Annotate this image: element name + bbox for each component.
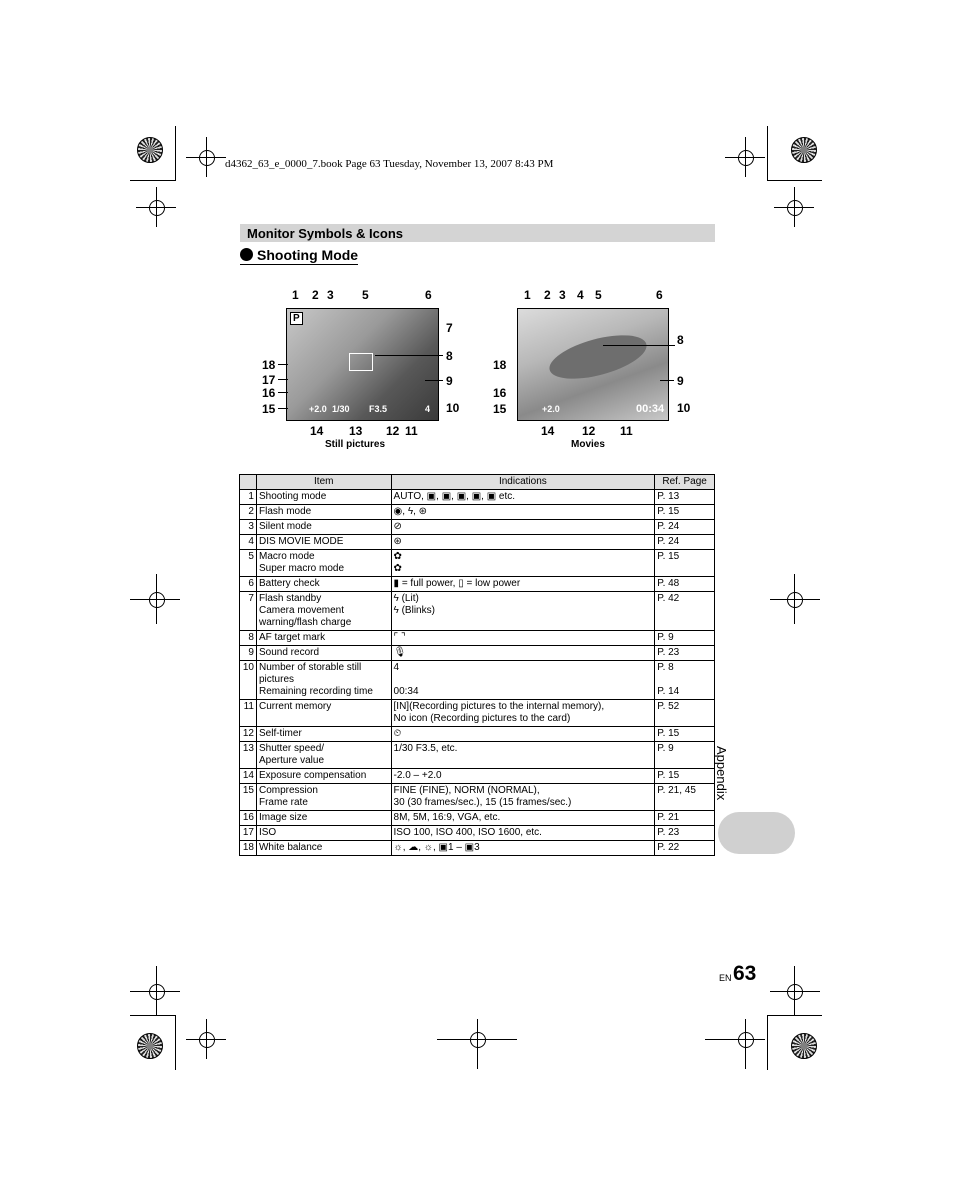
bullet-icon [240,248,253,261]
table-cell-ref: P. 15 [655,505,715,520]
crosshair-icon [199,1032,215,1048]
registration-wheel-icon [137,137,163,163]
table-cell-ref: P. 9 [655,742,715,769]
callout-number: 11 [620,424,633,438]
table-header-cell: Ref. Page [655,475,715,490]
table-cell-ref: P. 42 [655,592,715,631]
crosshair-line [745,137,746,177]
callout-number: 10 [446,401,460,415]
crop-mark [175,1015,176,1070]
crosshair-line [794,966,795,1016]
table-cell-ref: P. 23 [655,646,715,661]
leader-line [425,380,443,381]
table-cell-item: Current memory [256,700,391,727]
table-cell-n: 8 [240,631,257,646]
crosshair-line [794,187,795,227]
table-row [240,742,715,769]
table-row [240,535,715,550]
table-cell-ref: P. 23 [655,826,715,841]
remaining-time: 00:34 [636,403,665,415]
table-row [240,631,715,646]
crop-mark [130,1015,176,1016]
table-cell-ref: P. 52 [655,700,715,727]
callout-number: 11 [405,424,418,438]
table-cell-ind: ⊛ [391,535,655,550]
table-header-cell: Item [256,475,391,490]
callout-number: 14 [310,424,324,438]
crosshair-line [206,137,207,177]
callout-number: 3 [327,288,334,302]
table-row [240,505,715,520]
table-cell-ind: ▮ = full power, ▯ = low power [391,577,655,592]
table-cell-ref: P. 9 [655,631,715,646]
table-cell-item: Number of storable still pictures Remaining recording time [256,661,391,700]
ev-value: +2.0 [309,404,327,414]
table-cell-ind: ⌜ ⌝ [391,631,655,646]
subsection-title-text: Shooting Mode [257,247,359,263]
crosshair-icon [149,984,165,1000]
appendix-tab [718,812,795,854]
table-cell-item: Macro mode Super macro mode [256,550,391,577]
monitor-symbols-table [239,474,715,856]
table-cell-item: AF target mark [256,631,391,646]
table-row [240,727,715,742]
table-cell-item: Shooting mode [256,490,391,505]
table-cell-ind: FINE (FINE), NORM (NORMAL), 30 (30 frames/sec.), 15 (15 frames/sec.) [391,784,655,811]
table-row [240,550,715,577]
callout-number: 17 [262,373,276,387]
crosshair-line [130,599,180,600]
table-cell-ref: P. 13 [655,490,715,505]
table-cell-n: 1 [240,490,257,505]
table-cell-item: ISO [256,826,391,841]
table-cell-ind: AUTO, ▣, ▣, ▣, ▣, ▣ etc. [391,490,655,505]
callout-number: 12 [582,424,596,438]
callout-number: 8 [446,349,453,363]
leader-line [603,345,675,346]
table-cell-ind: ISO 100, ISO 400, ISO 1600, etc. [391,826,655,841]
crosshair-line [745,1019,746,1069]
af-target-mark-icon [349,353,373,371]
table-cell-ind: ⊘ [391,520,655,535]
callout-number: 4 [577,288,584,302]
leader-line [278,364,288,365]
table-cell-ref: P. 24 [655,520,715,535]
table-cell-item: Sound record [256,646,391,661]
registration-wheel-icon [791,1033,817,1059]
table-row [240,700,715,727]
crosshair-icon [787,984,803,1000]
table-header-cell: Indications [391,475,655,490]
callout-number: 6 [656,288,663,302]
table-cell-item: Self-timer [256,727,391,742]
callout-number: 9 [677,374,684,388]
table-row [240,784,715,811]
callout-number: 8 [677,333,684,347]
page-number: 63 [733,962,757,985]
shooting-mode-icon: P [290,312,303,325]
callout-number: 16 [262,386,276,400]
table-cell-ind: ◉, ϟ, ⊛ [391,505,655,520]
leader-line [278,379,288,380]
crosshair-line [156,574,157,624]
table-cell-item: Exposure compensation [256,769,391,784]
table-row [240,769,715,784]
table-cell-n: 17 [240,826,257,841]
table-cell-item: Flash standby Camera movement warning/flash charge [256,592,391,631]
crop-mark [767,180,822,181]
table-row [240,646,715,661]
callout-number: 3 [559,288,566,302]
crosshair-line [156,966,157,1016]
callout-number: 2 [312,288,319,302]
crosshair-icon [787,592,803,608]
leader-line [660,380,674,381]
table-cell-n: 3 [240,520,257,535]
callout-number: 16 [493,386,507,400]
table-cell-item: White balance [256,841,391,856]
table-cell-ref: P. 24 [655,535,715,550]
table-cell-n: 7 [240,592,257,631]
table-row [240,592,715,631]
language-label: EN [719,973,732,983]
table-cell-n: 10 [240,661,257,700]
table-body [240,490,715,856]
table-cell-ref: P. 15 [655,769,715,784]
table-cell-ref: P. 21 [655,811,715,826]
appendix-label: Appendix [714,746,729,801]
callout-number: 10 [677,401,691,415]
callout-number: 2 [544,288,551,302]
aperture-value: F3.5 [369,404,388,414]
table-cell-ind: [IN](Recording pictures to the internal memory), No icon (Recording pictures to the card) [391,700,655,727]
storable-count: 4 [425,404,431,414]
table-cell-n: 12 [240,727,257,742]
leader-line [278,408,288,409]
table-cell-ind: ϟ (Lit) ϟ (Blinks) [391,592,655,631]
table-cell-n: 5 [240,550,257,577]
table-cell-ind: 8M, 5M, 16:9, VGA, etc. [391,811,655,826]
crosshair-line [206,1019,207,1059]
table-row [240,490,715,505]
table-cell-n: 9 [240,646,257,661]
crosshair-icon [470,1032,486,1048]
subsection-title [240,247,358,265]
table-cell-n: 4 [240,535,257,550]
table-cell-ind: 1/30 F3.5, etc. [391,742,655,769]
table-cell-ind: ☼, ☁, ☼, ▣1 – ▣3 [391,841,655,856]
table-cell-n: 18 [240,841,257,856]
crosshair-icon [738,1032,754,1048]
callout-number: 18 [262,358,276,372]
crop-mark [767,126,768,181]
table-cell-ref: P. 15 [655,727,715,742]
table-cell-item: DIS MOVIE MODE [256,535,391,550]
callout-number: 14 [541,424,555,438]
ev-value: +2.0 [542,404,560,414]
table-cell-item: Silent mode [256,520,391,535]
crosshair-line [770,991,820,992]
table-cell-item: Flash mode [256,505,391,520]
table-cell-item: Battery check [256,577,391,592]
table-cell-item: Compression Frame rate [256,784,391,811]
table-cell-ind: 🎙 [391,646,655,661]
movies-caption: Movies [571,439,605,450]
table-row [240,841,715,856]
callout-number: 1 [524,288,531,302]
table-cell-n: 11 [240,700,257,727]
callout-number: 5 [362,288,369,302]
callout-number: 5 [595,288,602,302]
crosshair-icon [149,592,165,608]
table-row [240,577,715,592]
movies-screen [517,308,669,421]
callout-number: 1 [292,288,299,302]
table-row [240,811,715,826]
table-cell-n: 6 [240,577,257,592]
dolphin-shape [545,327,651,388]
callout-number: 13 [349,424,363,438]
crosshair-line [130,991,180,992]
shutter-value: 1/30 [332,404,350,414]
callout-number: 15 [262,402,276,416]
crosshair-line [794,574,795,624]
table-cell-n: 16 [240,811,257,826]
table-cell-ind: ⏲ [391,727,655,742]
crosshair-icon [199,150,215,166]
table-cell-n: 14 [240,769,257,784]
crosshair-icon [738,150,754,166]
registration-wheel-icon [137,1033,163,1059]
table-header-cell [240,475,257,490]
callout-number: 9 [446,374,453,388]
table-row [240,826,715,841]
callout-number: 12 [386,424,400,438]
table-cell-n: 13 [240,742,257,769]
table-cell-n: 15 [240,784,257,811]
table-cell-ind: -2.0 – +2.0 [391,769,655,784]
leader-line [278,392,288,393]
still-pictures-caption: Still pictures [325,439,386,450]
crosshair-line [477,1019,478,1069]
table-cell-ref: P. 22 [655,841,715,856]
table-cell-ref: P. 21, 45 [655,784,715,811]
callout-number: 7 [446,321,453,335]
table-cell-ref: P. 15 [655,550,715,577]
crosshair-line [156,187,157,227]
table-row [240,520,715,535]
crop-mark [767,1015,768,1070]
crop-mark [175,126,176,181]
leader-line [375,355,443,356]
table-cell-ind: 4 00:34 [391,661,655,700]
still-pictures-screen [286,308,439,421]
table-cell-ind: ✿ ✿ [391,550,655,577]
table-cell-ref: P. 48 [655,577,715,592]
table-row [240,661,715,700]
table-cell-n: 2 [240,505,257,520]
table-cell-item: Image size [256,811,391,826]
crosshair-line [770,599,820,600]
crosshair-icon [787,200,803,216]
crosshair-icon [149,200,165,216]
table-header-row [240,475,715,490]
callout-number: 15 [493,402,507,416]
table-cell-ref: P. 8 P. 14 [655,661,715,700]
registration-wheel-icon [791,137,817,163]
callout-number: 18 [493,358,507,372]
crop-mark [130,180,176,181]
table-cell-item: Shutter speed/ Aperture value [256,742,391,769]
print-header: d4362_63_e_0000_7.book Page 63 Tuesday, November 13, 2007 8:43 PM [225,158,554,170]
callout-number: 6 [425,288,432,302]
section-title: Monitor Symbols & Icons [247,226,404,241]
crosshair-line [705,1039,765,1040]
